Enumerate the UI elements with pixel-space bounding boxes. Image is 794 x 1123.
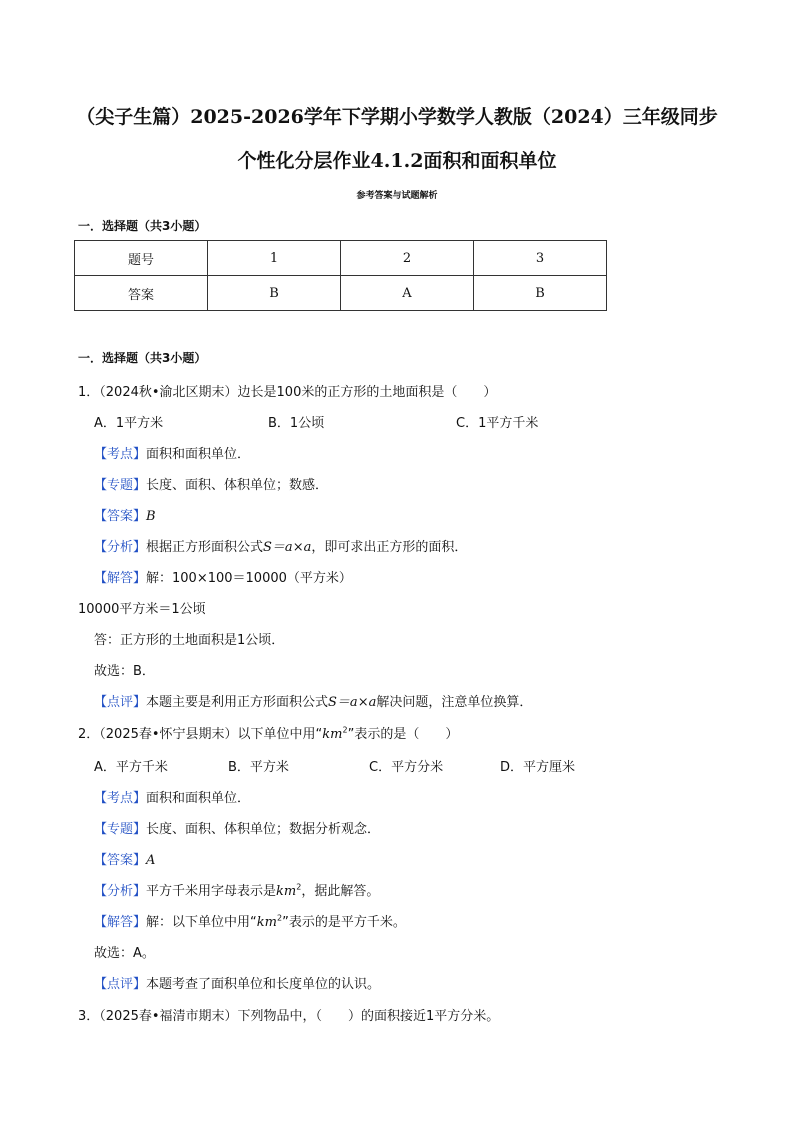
- q2-option-c: C．平方分米: [369, 760, 444, 775]
- q2-stem-b: ”表示的是（ ）: [347, 727, 459, 742]
- q1-jieda: [94, 567, 352, 586]
- table-cell: B: [474, 276, 607, 311]
- page-subtitle: 参考答案与试题解析: [356, 191, 438, 201]
- q2-stem-a: 2．（2025春•怀宁县期末）以下单位中用“: [78, 727, 323, 742]
- table-cell: 1: [208, 241, 341, 276]
- q1-dianping: [94, 691, 532, 710]
- page-title-line2: 个性化分层作业4.1.2面积和面积单位: [237, 150, 557, 172]
- q2-jieda-line4: 故选：A。: [94, 946, 155, 961]
- jieda-text-b: ”表示的是平方千米。: [282, 915, 406, 930]
- fenxi-tag: 【分析】: [94, 884, 147, 899]
- table-cell-label: 题号: [75, 241, 208, 276]
- table-cell: A: [341, 276, 474, 311]
- q2-option-a: A．平方千米: [94, 760, 168, 775]
- fenxi-tag: 【分析】: [94, 540, 147, 555]
- q2-zhuanti: [94, 818, 380, 837]
- fenxi-text-b: ，据此解答。: [301, 884, 380, 899]
- kaodian-tag: 【考点】: [94, 447, 147, 462]
- table-row: [75, 276, 607, 311]
- kaodian-tag: 【考点】: [94, 791, 147, 806]
- q1-fenxi: [94, 536, 467, 555]
- q1-jieda-line3: 答：正方形的土地面积是1公顷．: [94, 633, 285, 648]
- table-row: [75, 241, 607, 276]
- zhuanti-tag: 【专题】: [94, 822, 147, 837]
- question-1-stem: 1．（2024秋•渝北区期末）边长是100米的正方形的土地面积是（ ）: [78, 385, 497, 400]
- zhuanti-tag: 【专题】: [94, 478, 147, 493]
- table-cell: B: [208, 276, 341, 311]
- jieda-text-a: 解：以下单位中用“: [146, 915, 257, 930]
- jieda-unit-sup: 2: [276, 913, 283, 923]
- q1-zhuanti: [94, 474, 328, 493]
- dianping-text-a: 本题主要是利用正方形面积公式: [146, 695, 329, 710]
- q2-dianping: [94, 973, 380, 992]
- page-title-line1: （尖子生篇）2025-2026学年下学期小学数学人教版（2024）三年级同步: [76, 106, 718, 128]
- fenxi-text-a: 平方千米用字母表示是: [146, 884, 277, 899]
- solutions-heading: 一．选择题（共3小题）: [78, 351, 207, 365]
- dianping-tag: 【点评】: [94, 977, 147, 992]
- zhuanti-text: 长度、面积、体积单位；数据分析观念．: [146, 822, 381, 837]
- jieda-text: 解：100×100＝10000（平方米）: [146, 571, 352, 586]
- q2-fenxi: [94, 880, 379, 899]
- jieda-unit: km: [256, 915, 277, 930]
- q1-daan: [94, 505, 156, 524]
- question-2-stem: [78, 723, 458, 742]
- q2-option-d: D．平方厘米: [500, 760, 576, 775]
- jieda-tag: 【解答】: [94, 915, 147, 930]
- fenxi-unit-sup: 2: [296, 882, 302, 892]
- q1-option-a: A．1平方米: [94, 416, 164, 431]
- q2-daan: [94, 849, 155, 868]
- q2-kaodian: [94, 787, 250, 806]
- zhuanti-text: 长度、面积、体积单位；数感．: [146, 478, 329, 493]
- q1-option-c: C．1平方千米: [456, 416, 539, 431]
- q2-unit: km: [322, 727, 343, 742]
- dianping-formula: S＝a×a: [328, 695, 377, 710]
- q1-jieda-line2: 10000平方米＝1公顷: [78, 602, 206, 617]
- fenxi-text-a: 根据正方形面积公式: [146, 540, 264, 555]
- question-3-stem: 3．（2025春•福清市期末）下列物品中，（ ）的面积接近1平方分米。: [78, 1009, 500, 1024]
- kaodian-text: 面积和面积单位．: [146, 447, 251, 462]
- daan-tag: 【答案】: [94, 853, 147, 868]
- kaodian-text: 面积和面积单位．: [146, 791, 251, 806]
- table-cell-label: 答案: [75, 276, 208, 311]
- daan-tag: 【答案】: [94, 509, 147, 524]
- dianping-text: 本题考查了面积单位和长度单位的认识。: [146, 977, 381, 992]
- table-cell: 3: [474, 241, 607, 276]
- fenxi-text-b: ，即可求出正方形的面积．: [311, 540, 468, 555]
- q2-option-b: B．平方米: [228, 760, 289, 775]
- q1-option-b: B．1公顷: [268, 416, 325, 431]
- jieda-tag: 【解答】: [94, 571, 147, 586]
- fenxi-unit: km: [276, 884, 297, 899]
- answer-section-heading: 一．选择题（共3小题）: [78, 219, 207, 233]
- dianping-text-b: 解决问题，注意单位换算．: [376, 695, 533, 710]
- answer-table: [74, 240, 607, 311]
- fenxi-formula: S＝a×a: [263, 540, 312, 555]
- table-cell: 2: [341, 241, 474, 276]
- q2-jieda: [94, 911, 406, 930]
- daan-text: A: [146, 853, 156, 868]
- q1-kaodian: [94, 443, 250, 462]
- q1-jieda-line4: 故选：B．: [94, 664, 155, 679]
- q2-unit-sup: 2: [342, 725, 348, 735]
- dianping-tag: 【点评】: [94, 695, 147, 710]
- daan-text: B: [146, 509, 156, 524]
